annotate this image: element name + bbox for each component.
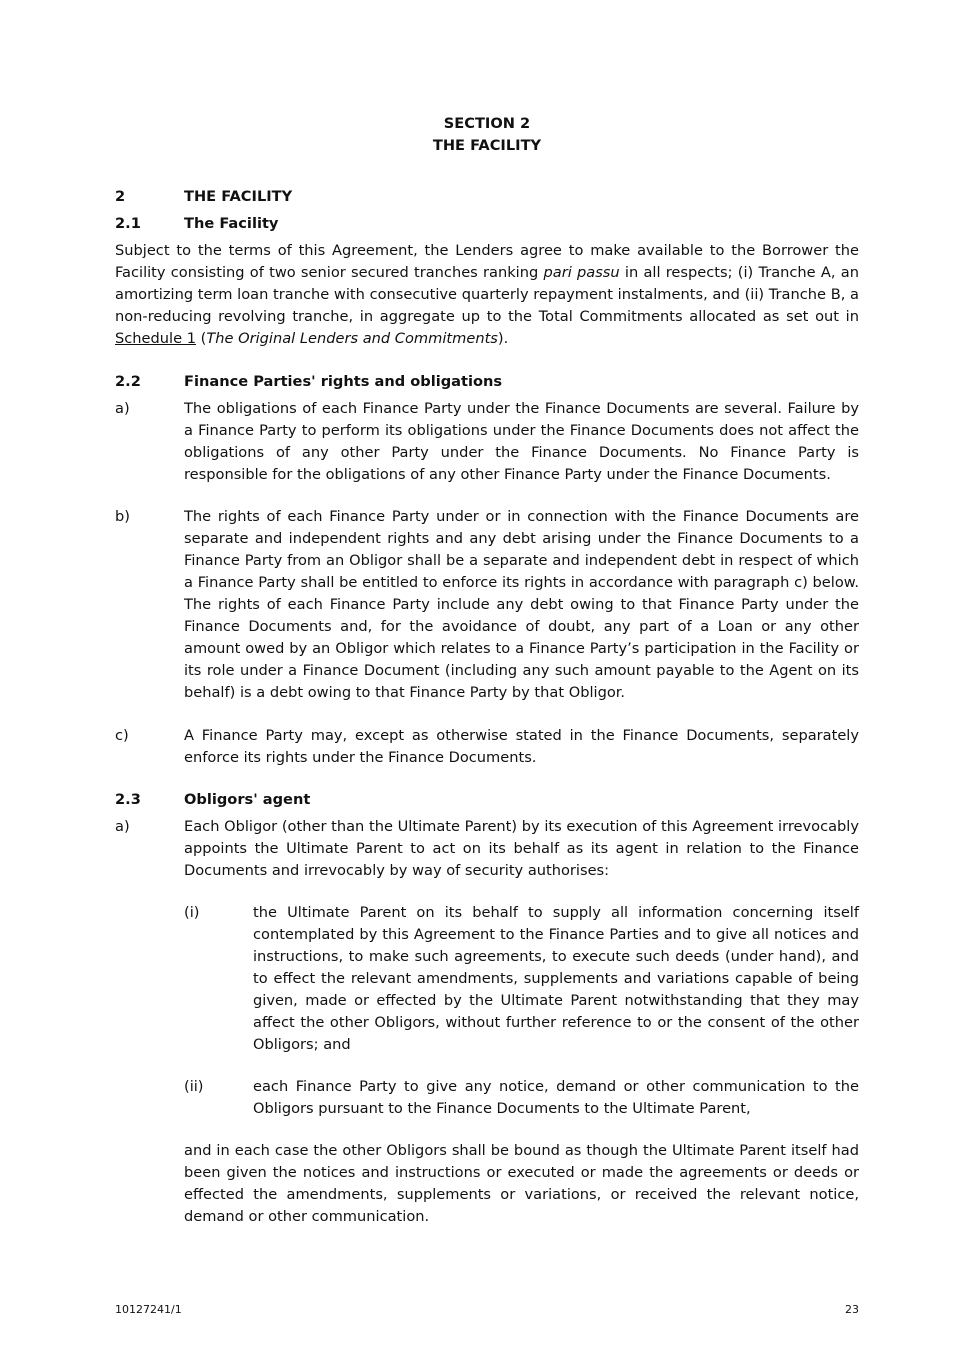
item-text: The rights of each Finance Party under or in connection with the Finance Documents are separate and independent rights and any debt arising under the Finance Documents to a Finance Party from an Obligor shall be a separate and independent debt in respect of which a Finance Party shall be entitled to enforce its rights in accordance with paragraph c) below. The rights of each Finance Party include any debt owing to that Finance Party under the Finance Documents and, for the avoidance of doubt, any part of a Loan or any other amount owed by an Obligor which relates to a Finance Party’s participation in the Facility or its role under a Finance Document (including any such amount payable to the Agent on its behalf) is a debt owing to that Finance Party by that Obligor. — [184, 508, 859, 701]
italic-term: pari passu — [543, 264, 620, 281]
heading-title: THE FACILITY — [184, 188, 293, 205]
item-label: a) — [115, 818, 130, 835]
item-label: a) — [115, 400, 130, 417]
item-text: Each Obligor (other than the Ultimate Parent) by its execution of this Agreement irrevocably appoints the Ultimate Parent to act on its behalf as its agent in relation to the Finance Documents and irrevocably by way of security authorises: — [184, 818, 859, 879]
paragraph-text: ). — [497, 330, 509, 347]
item-text: A Finance Party may, except as otherwise stated in the Finance Documents, separately enforce its rights under the Finance Documents. — [184, 727, 859, 766]
sub-item-label: (ii) — [184, 1078, 204, 1095]
clause-title: Obligors' agent — [184, 791, 311, 808]
clause-paragraph — [115, 240, 859, 350]
clause-title: Finance Parties' rights and obligations — [184, 373, 503, 390]
closing-paragraph: and in each case the other Obligors shall be bound as though the Ultimate Parent itself had been given the notices and instructions or executed or made the agreements or deeds or effected the amendments, supplements or variations, or received the relevant notice, demand or other communication. — [184, 1142, 859, 1225]
schedule-title: The Original Lenders and Commitments — [206, 330, 498, 347]
paragraph-text: in all respects; (i) Tranche A, an amortizing term loan tranche with consecutive quarterly repayment instalments, and (ii) Tranche B, a non-reducing revolving tranche, in aggregate up to the Total Commitments allocated as set out in — [115, 264, 859, 325]
sub-item-label: (i) — [184, 904, 200, 921]
clause-number: 2.1 — [115, 215, 141, 232]
clause-title: The Facility — [184, 215, 279, 232]
item-text: The obligations of each Finance Party under the Finance Documents are several. Failure by a Finance Party to perform its obligations under the Finance Documents does not affect the obligations of any other Party under the Finance Documents. No Finance Party is responsible for the obligations of any other Finance Party under the Finance Documents. — [184, 400, 859, 483]
sub-item-text: the Ultimate Parent on its behalf to supply all information concerning itself contemplated by this Agreement to the Finance Parties and to give all notices and instructions, to make such agreements, to execute such deeds (under hand), and to effect the relevant amendments, supplements and variations capable of being given, made or effected by the Ultimate Parent notwithstanding that they may affect the other Obligors, without further reference to or the consent of the other Obligors; and — [253, 904, 859, 1053]
document-reference: 10127241/1 — [115, 1303, 182, 1316]
section-subtitle: THE FACILITY — [432, 137, 542, 154]
paragraph-text: ( — [196, 330, 207, 347]
item-label: b) — [115, 508, 130, 525]
sub-item-text: each Finance Party to give any notice, demand or other communication to the Obligors pursuant to the Finance Documents to the Ultimate Parent, — [253, 1078, 859, 1117]
clause-number: 2.3 — [115, 791, 141, 808]
schedule-reference: Schedule 1 — [115, 330, 196, 347]
clause-number: 2.2 — [115, 373, 141, 390]
paragraph-text: Subject to the terms of this Agreement, the Lenders agree to make available to the Borrower the Facility consisting of two senior secured tranches ranking — [115, 242, 859, 281]
item-label: c) — [115, 727, 129, 744]
page-number: 23 — [845, 1303, 859, 1316]
section-title: SECTION 2 — [443, 115, 531, 132]
heading-number: 2 — [115, 188, 126, 205]
